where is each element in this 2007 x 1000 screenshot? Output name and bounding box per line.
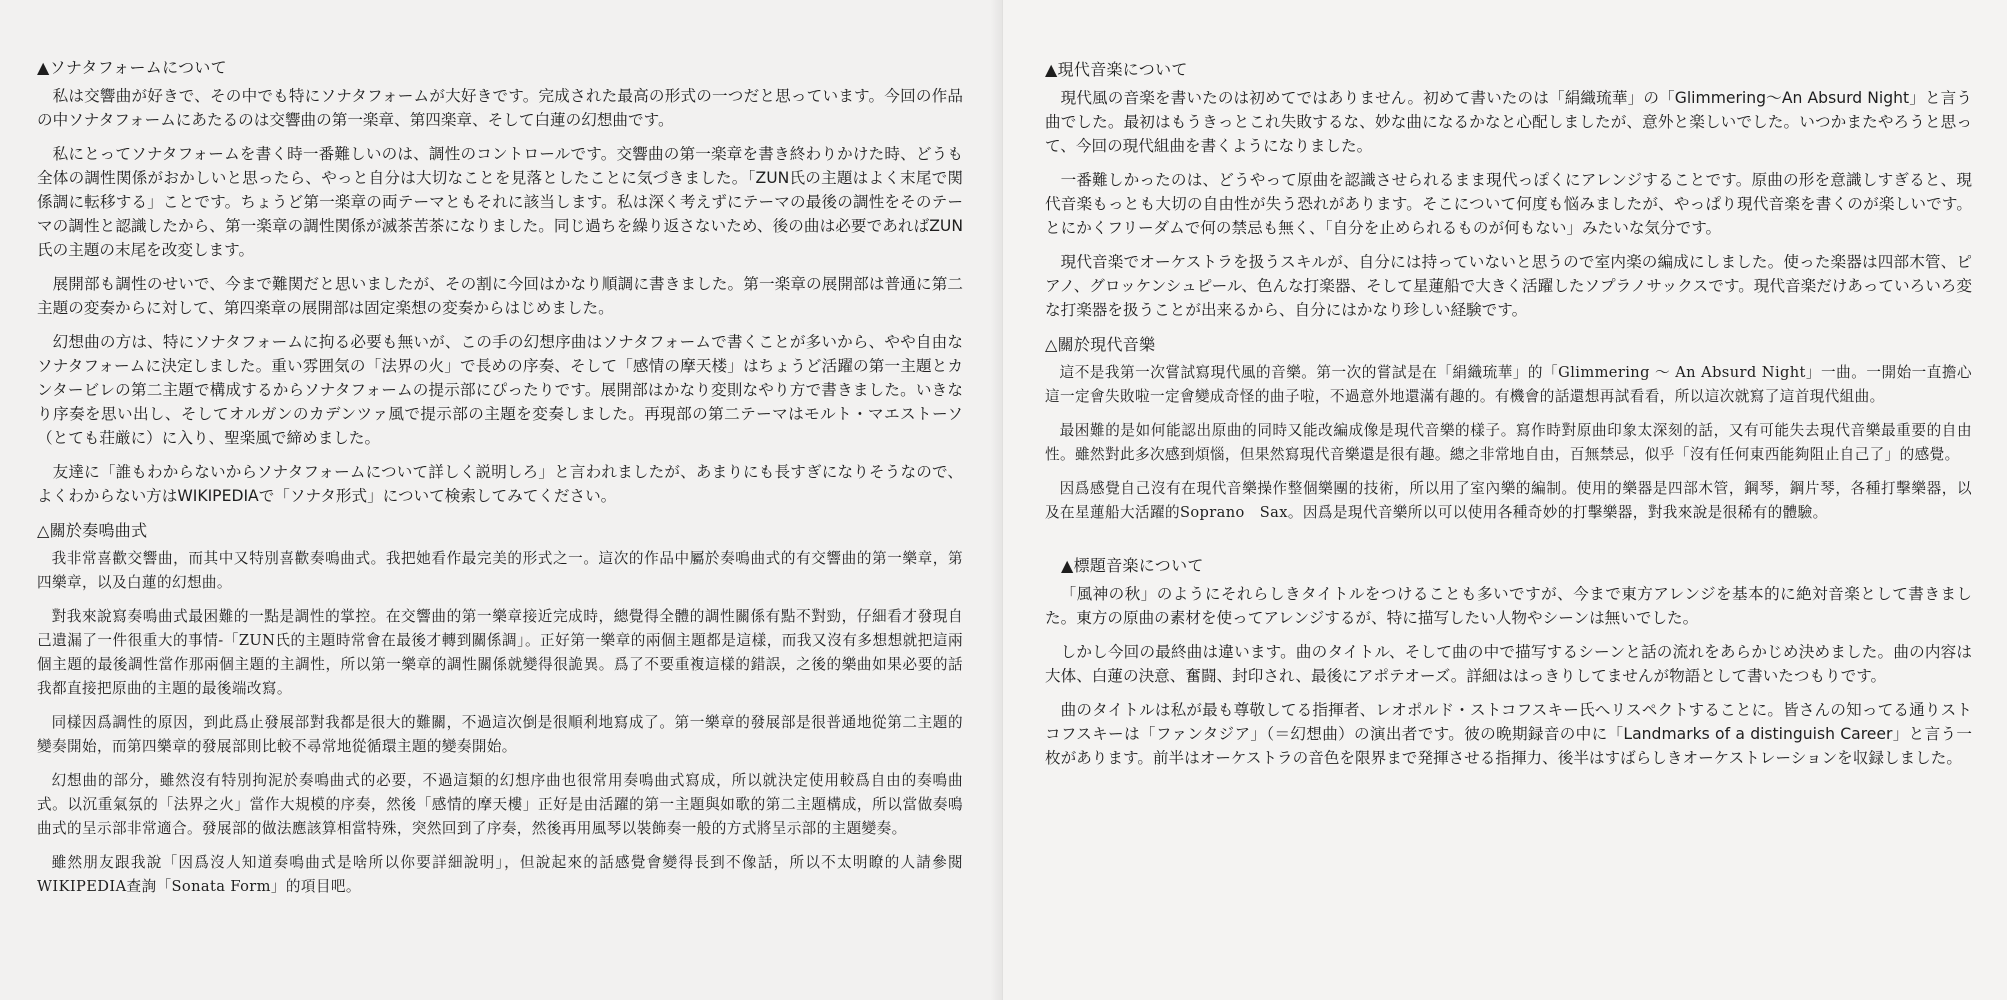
paragraph: 私にとってソナタフォームを書く時一番難しいのは、調性のコントロールです。交響曲の第一楽章を書き終わりかけた時、どうも全体の調性関係がおかしいと思ったら、やっと自分は大切なことを見落としたことに気づきました。「ZUN氏の主題はよく末尾で関係調に転移する」ことです。ちょうど第一楽章の両テーマともそれに該当します。私は深く考えずにテーマの最後の調性をそのテーマの調性と認識したから、第一楽章の調性関係が滅茶苦茶になりました。同じ過ちを繰り返さないため、後の曲は必要であればZUN氏の主題の末尾を改変します。 <box>37 145 963 259</box>
paragraph: 友達に「誰もわからないからソナタフォームについて詳しく説明しろ」と言われましたが、あまりにも長すぎになりそうなので、よくわからない方はWIKIPEDIAで「ソナタ形式」について検索してみてください。 <box>37 463 963 505</box>
section-program-music-jp <box>1045 553 1972 770</box>
paragraph: 這不是我第一次嘗試寫現代風的音樂。第一次的嘗試是在「絹織琉華」的「Glimmering ～ An Absurd Night」一曲。一開始一直擔心這一定會失敗啦一定會變成奇怪的曲子啦，不過意外地還滿有趣的。有機會的話還想再試看看，所以這次就寫了這首現代組曲。 <box>1045 364 1972 405</box>
paragraph: 現代音楽でオーケストラを扱うスキルが、自分には持っていないと思うので室内楽の編成にしました。使った楽器は四部木管、ピアノ、グロッケンシュピール、色んな打楽器、そして星蓮船で大きく活躍したソプラノサックスです。現代音楽だけあっていろいろ変な打楽器を扱うことが出来るから、自分にはかなり珍しい経験です。 <box>1045 253 1972 319</box>
paragraph: 一番難しかったのは、どうやって原曲を認識させられるまま現代っぽくにアレンジすることです。原曲の形を意識しすぎると、現代音楽もっとも大切の自由性が失う恐れがあります。そこについて何度も悩みましたが、やっぱり現代音楽を書くのが楽しいです。とにかくフリーダムで何の禁忌も無く、「自分を止められるものが何もない」みたいな気分です。 <box>1045 171 1972 237</box>
section-heading: ▲ソナタフォームについて <box>37 58 227 77</box>
left-page <box>0 0 1003 1000</box>
section-heading: ▲現代音楽について <box>1045 60 1188 79</box>
paragraph: 「風神の秋」のようにそれらしきタイトルをつけることも多いですが、今まで東方アレンジを基本的に絶対音楽として書きました。東方の原曲の素材を使ってアレンジするが、特に描写したい人物やシーンは無いでした。 <box>1045 585 1972 627</box>
paragraph: しかし今回の最終曲は違います。曲のタイトル、そして曲の中で描写するシーンと話の流れをあらかじめ決めました。曲の内容は大体、白蓮の決意、奮闘、封印され、最後にアポテオーズ。詳細ははっきりしてませんが物語として書いたつもりです。 <box>1045 643 1972 685</box>
paragraph: 幻想曲的部分，雖然沒有特別拘泥於奏鳴曲式的必要，不過這類的幻想序曲也很常用奏鳴曲式寫成，所以就決定使用較爲自由的奏鳴曲式。以沉重氣氛的「法界之火」當作大規模的序奏，然後「感情的摩天樓」正好是由活躍的第一主題與如歌的第二主題構成，所以當做奏鳴曲式的呈示部非常適合。發展部的做法應該算相當特殊，突然回到了序奏，然後再用風琴以裝飾奏一般的方式將呈示部的主題變奏。 <box>37 772 963 837</box>
section-heading: ▲標題音楽について <box>1061 556 1204 575</box>
paragraph: 最困難的是如何能認出原曲的同時又能改編成像是現代音樂的樣子。寫作時對原曲印象太深刻的話，又有可能失去現代音樂最重要的自由性。雖然對此多次感到煩惱，但果然寫現代音樂還是很有趣。總之非常地自由，百無禁忌，似乎「沒有任何東西能夠阻止自己了」的感覺。 <box>1045 422 1972 463</box>
section-sonata-form-zh <box>37 518 963 899</box>
paragraph: 同樣因爲調性的原因，到此爲止發展部對我都是很大的難關，不過這次倒是很順利地寫成了。第一樂章的發展部是很普通地從第二主題的變奏開始，而第四樂章的發展部則比較不尋常地從循環主題的變奏開始。 <box>37 714 963 755</box>
paragraph: 我非常喜歡交響曲，而其中又特別喜歡奏鳴曲式。我把她看作最完美的形式之一。這次的作品中屬於奏鳴曲式的有交響曲的第一樂章，第四樂章，以及白蓮的幻想曲。 <box>37 550 963 591</box>
section-heading: △關於現代音樂 <box>1045 335 1156 354</box>
section-modern-music-zh <box>1045 332 1972 525</box>
paragraph: 幻想曲の方は、特にソナタフォームに拘る必要も無いが、この手の幻想序曲はソナタフォームで書くことが多いから、やや自由なソナタフォームに決定しました。重い雰囲気の「法界の火」で長めの序奏、そして「感情の摩天楼」はちょうど活躍の第一主題とカンタービレの第二主題で構成するからソナタフォームの提示部にぴったりです。展開部はかなり変則なやり方で書きました。いきなり序奏を思い出し、そしてオルガンのカデンツァ風で提示部の主題を変奏しました。再現部の第二テーマはモルト・マエストーソ（とても荘厳に）に入り、聖楽風で締めました。 <box>37 333 963 447</box>
section-sonata-form-jp <box>37 55 963 508</box>
paragraph: 雖然朋友跟我說「因爲沒人知道奏鳴曲式是啥所以你要詳細說明」，但說起來的話感覺會變得長到不像話，所以不太明瞭的人請參閱WIKIPEDIA查詢「Sonata Form」的項目吧。 <box>37 854 963 895</box>
section-heading: △關於奏鳴曲式 <box>37 521 148 540</box>
paragraph: 展開部も調性のせいで、今まで難関だと思いましたが、その割に今回はかなり順調に書きました。第一楽章の展開部は普通に第二主題の変奏からに対して、第四楽章の展開部は固定楽想の変奏からはじめました。 <box>37 275 963 317</box>
section-modern-music-jp <box>1045 57 1972 322</box>
paragraph: 現代風の音楽を書いたのは初めてではありません。初めて書いたのは「絹織琉華」の「Glimmering～An Absurd Night」と言う曲でした。最初はもうきっとこれ失敗するな、妙な曲になるかなと心配しましたが、意外と楽しいでした。いつかまたやろうと思って、今回の現代組曲を書くようになりました。 <box>1045 89 1972 155</box>
right-page <box>1003 0 2007 1000</box>
paragraph: 對我來說寫奏鳴曲式最困難的一點是調性的掌控。在交響曲的第一樂章接近完成時，總覺得全體的調性關係有點不對勁，仔細看才發現自己遺漏了一件很重大的事情-「ZUN氏的主題時常會在最後才轉到關係調」。正好第一樂章的兩個主題都是這樣，而我又沒有多想想就把這兩個主題的最後調性當作那兩個主題的主調性，所以第一樂章的調性關係就變得很詭異。爲了不要重複這樣的錯誤，之後的樂曲如果必要的話我都直接把原曲的主題的最後端改寫。 <box>37 608 963 697</box>
paragraph: 因爲感覺自己沒有在現代音樂操作整個樂團的技術，所以用了室內樂的編制。使用的樂器是四部木管，鋼琴，鋼片琴，各種打擊樂器，以及在星蓮船大活躍的Soprano Sax。因爲是現代音樂所以可以使用各種奇妙的打擊樂器，對我來說是很稀有的體驗。 <box>1045 480 1972 521</box>
paragraph: 曲のタイトルは私が最も尊敬してる指揮者、レオポルド・ストコフスキー氏へリスペクトすることに。皆さんの知ってる通りストコフスキーは「ファンタジア」（＝幻想曲）の演出者です。彼の晩期録音の中に「Landmarks of a distinguish Career」と言う一枚があります。前半はオーケストラの音色を限界まで発揮させる指揮力、後半はすばらしきオーケストレーションを収録しました。 <box>1045 701 1972 767</box>
paragraph: 私は交響曲が好きで、その中でも特にソナタフォームが大好きです。完成された最高の形式の一つだと思っています。今回の作品の中ソナタフォームにあたるのは交響曲の第一楽章、第四楽章、そして白蓮の幻想曲です。 <box>37 87 963 129</box>
